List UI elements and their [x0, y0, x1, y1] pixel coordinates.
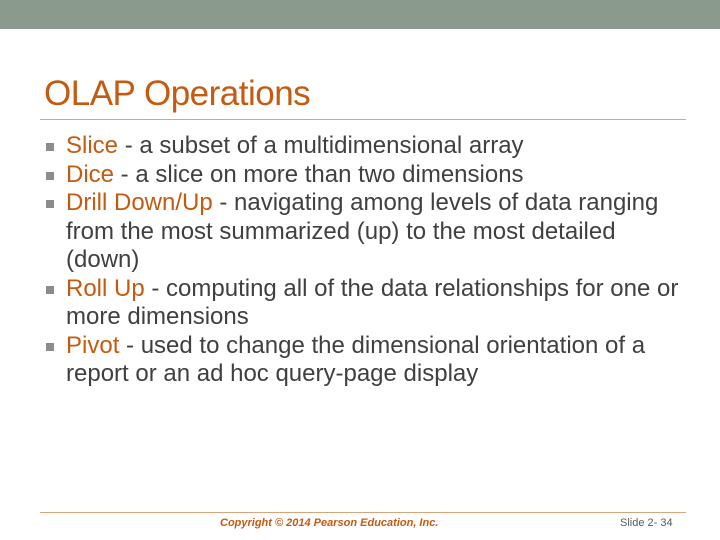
- slide-title: OLAP Operations: [44, 74, 311, 113]
- bullet-term: Slice: [66, 132, 119, 159]
- bullet-text: - a slice on more than two dimensions: [114, 160, 524, 188]
- square-bullet-icon: [46, 200, 54, 208]
- bullet-term: Pivot: [66, 331, 120, 359]
- bullet-item-roll-up: [44, 275, 684, 332]
- title-divider: [40, 119, 686, 120]
- square-bullet-icon: [46, 286, 54, 294]
- square-bullet-icon: [46, 343, 54, 351]
- bullet-item-drill-down-up: [44, 189, 684, 275]
- square-bullet-icon: [46, 172, 54, 180]
- bullet-item-pivot: [44, 332, 684, 389]
- bullet-item-slice: [44, 132, 684, 161]
- slide-number: Slide 2- 34: [620, 517, 673, 529]
- copyright-notice: Copyright © 2014 Pearson Education, Inc.: [220, 517, 439, 529]
- bullet-text: - navigating among levels of data ranging from the most summarized (up) to the most detailed (down): [66, 189, 659, 273]
- bullet-term: Roll Up: [66, 274, 145, 302]
- bullet-text: - a subset of a multidimensional array: [118, 132, 524, 159]
- bullet-list: [44, 132, 684, 389]
- bullet-text: - used to change the dimensional orientation of a report or an ad hoc query-page display: [66, 331, 646, 387]
- square-bullet-icon: [46, 143, 54, 151]
- bullet-text: - computing all of the data relationships for one or more dimensions: [66, 274, 679, 330]
- bullet-term: Drill Down/Up: [66, 189, 213, 216]
- top-band: [0, 0, 720, 29]
- bullet-item-dice: [44, 161, 684, 190]
- bullet-term: Dice: [66, 160, 115, 188]
- footer-divider: [40, 512, 686, 513]
